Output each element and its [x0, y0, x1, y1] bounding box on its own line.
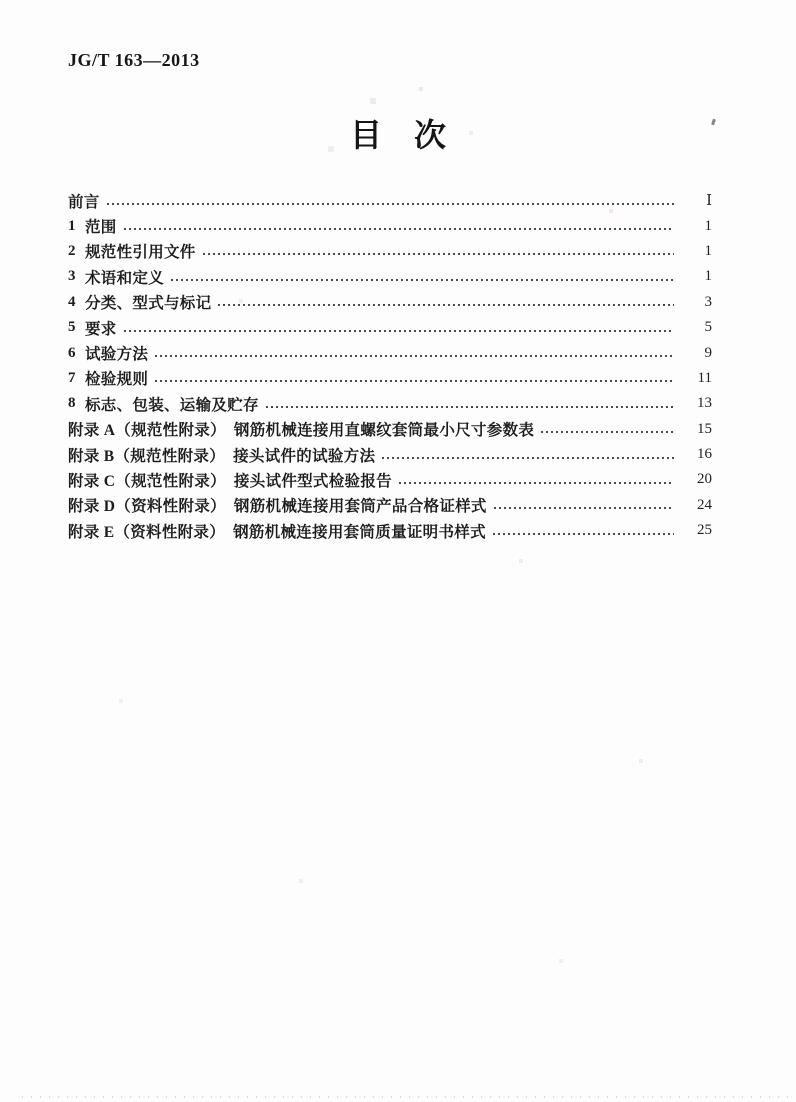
toc-row — [68, 239, 712, 264]
toc-row — [68, 188, 712, 213]
dot-leader — [494, 507, 674, 509]
dot-leader — [155, 380, 674, 382]
toc-row — [68, 493, 712, 518]
toc-row — [68, 467, 712, 492]
toc-item-label: 规范性引用文件 — [85, 244, 196, 262]
toc-item-label: 检验规则 — [85, 371, 149, 389]
dot-leader — [124, 330, 674, 332]
toc-row — [68, 417, 712, 442]
dot-leader — [124, 228, 674, 230]
toc-row — [68, 213, 712, 238]
scan-noise — [0, 0, 2, 2]
dot-leader — [203, 253, 674, 255]
toc-row — [68, 518, 712, 543]
toc-item-page: 1 — [704, 268, 712, 285]
toc-item-number: 7 — [68, 369, 76, 386]
standard-number-header: JG/T 163—2013 — [68, 50, 200, 70]
toc-item-page: 15 — [697, 420, 712, 437]
toc-item-label: 试验方法 — [85, 346, 149, 364]
toc-row — [68, 264, 712, 289]
toc-item-page: 3 — [704, 293, 712, 310]
toc-item-number: 1 — [68, 217, 76, 234]
toc-item-page: 9 — [704, 344, 712, 361]
toc-item-label: 附录 E（资料性附录） 钢筋机械连接用套筒质量证明书样式 — [68, 523, 486, 541]
toc-item-number: 5 — [68, 319, 76, 336]
toc-item-page: 13 — [697, 395, 712, 412]
toc-item-label: 分类、型式与标记 — [85, 295, 212, 313]
scan-edge-line — [22, 1096, 790, 1098]
dot-leader — [171, 279, 674, 281]
toc-row — [68, 340, 712, 365]
toc-item-number: 8 — [68, 395, 76, 412]
toc-item-page: 16 — [697, 446, 712, 463]
dot-leader — [155, 355, 674, 357]
toc-item-page: 20 — [697, 471, 712, 488]
toc-item-label: 范围 — [85, 219, 117, 237]
toc-item-label: 前言 — [68, 193, 100, 211]
toc-item-page: 24 — [697, 496, 712, 513]
toc-list — [68, 188, 712, 543]
toc-item-page: Ⅰ — [706, 193, 712, 210]
toc-item-label: 要求 — [85, 320, 117, 338]
toc-row — [68, 315, 712, 340]
toc-item-number: 4 — [68, 293, 76, 310]
toc-item-page: 25 — [697, 522, 712, 539]
toc-item-page: 11 — [697, 369, 712, 386]
toc-item-label: 标志、包装、运输及贮存 — [85, 396, 259, 414]
toc-item-number: 6 — [68, 344, 76, 361]
dot-leader — [541, 431, 674, 433]
dot-leader — [107, 203, 674, 205]
toc-item-page: 1 — [704, 242, 712, 259]
toc-item-number: 2 — [68, 242, 76, 259]
dot-leader — [218, 304, 674, 306]
toc-item-page: 1 — [704, 217, 712, 234]
dot-leader — [399, 482, 674, 484]
toc-item-label: 附录 B（规范性附录） 接头试件的试验方法 — [68, 447, 376, 465]
dot-leader — [382, 457, 674, 459]
toc-item-label: 附录 A（规范性附录） 钢筋机械连接用直螺纹套筒最小尺寸参数表 — [68, 422, 535, 440]
toc-row — [68, 366, 712, 391]
dot-leader — [266, 406, 674, 408]
toc-row — [68, 391, 712, 416]
toc-item-label: 术语和定义 — [85, 269, 165, 287]
toc-item-number: 3 — [68, 268, 76, 285]
toc-item-label: 附录 C（规范性附录） 接头试件型式检验报告 — [68, 472, 392, 490]
toc-row — [68, 442, 712, 467]
toc-item-page: 5 — [704, 319, 712, 336]
toc-row — [68, 290, 712, 315]
page-title: 目 次 — [349, 117, 446, 153]
toc-item-label: 附录 D（资料性附录） 钢筋机械连接用套筒产品合格证样式 — [68, 498, 487, 516]
dot-leader — [493, 533, 674, 535]
